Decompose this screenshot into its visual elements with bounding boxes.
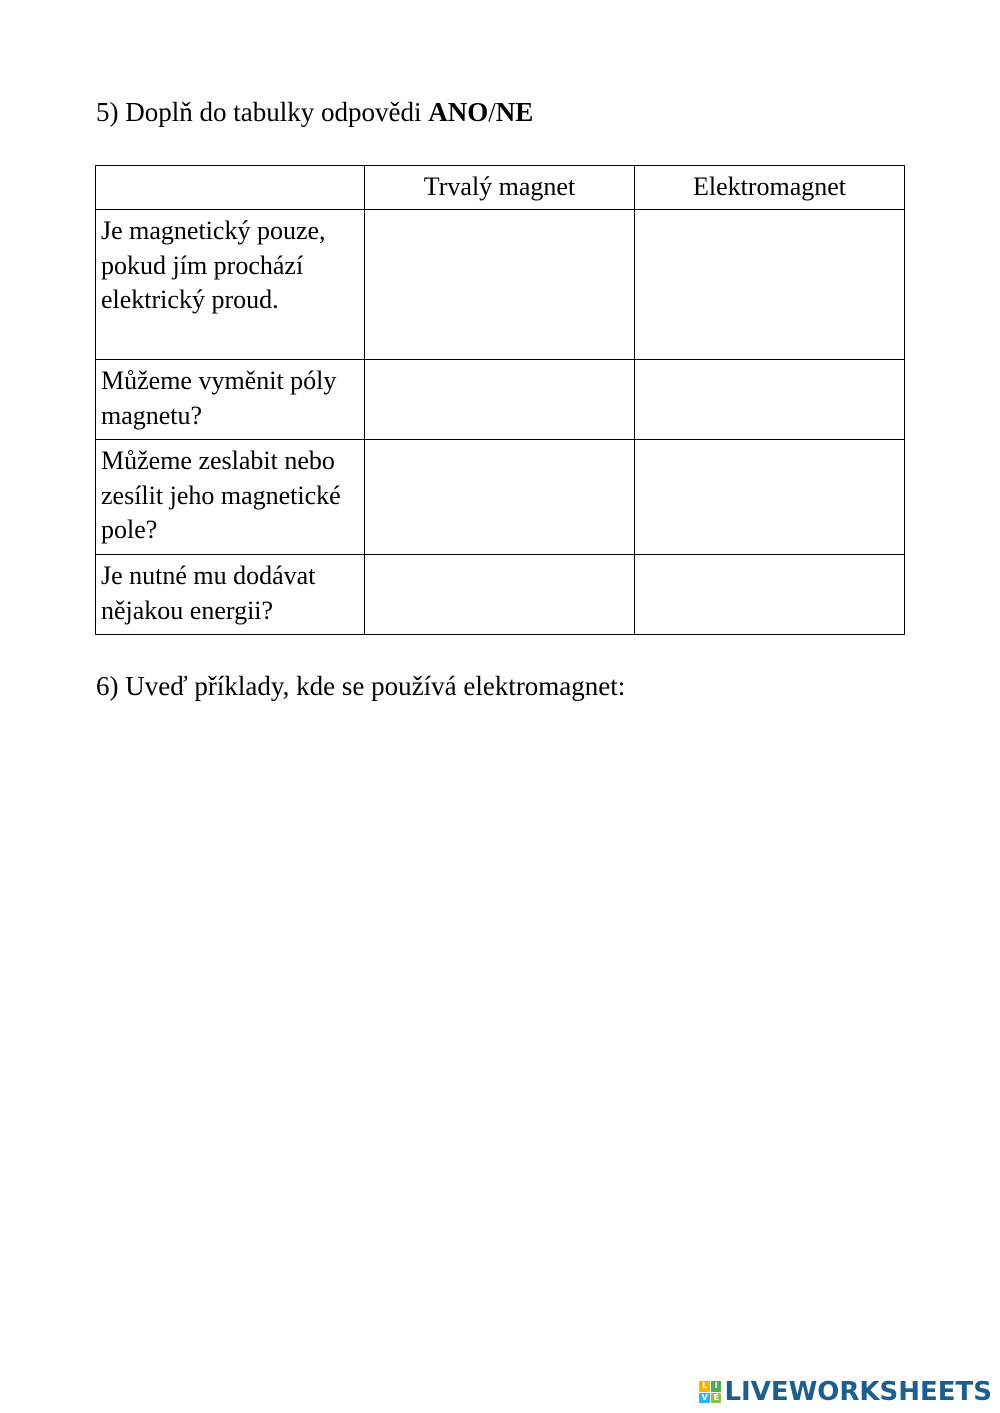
table-row	[96, 210, 905, 360]
table-header-row	[96, 166, 905, 210]
row-question: Je nutné mu dodávat nějakou energii?	[96, 555, 365, 635]
logo-letter: E	[711, 1393, 722, 1404]
answer-cell-electromagnet[interactable]	[635, 440, 905, 555]
liveworksheets-wordmark: LIVEWORKSHEETS	[724, 1377, 992, 1407]
logo-letter: L	[699, 1381, 710, 1392]
liveworksheets-logo-icon	[699, 1381, 721, 1403]
table-row	[96, 360, 905, 440]
question-5-prefix: 5) Doplň do tabulky odpovědi	[96, 97, 429, 127]
row-question: Můžeme zeslabit nebo zesílit jeho magnetické pole?	[96, 440, 365, 555]
answer-yes-label: ANO	[428, 97, 489, 127]
answer-no-label: NE	[495, 97, 534, 127]
question-5-heading	[96, 94, 533, 130]
question-6-heading: 6) Uveď příklady, kde se používá elektromagnet:	[96, 671, 626, 701]
answer-cell-electromagnet[interactable]	[635, 360, 905, 440]
table-row	[96, 440, 905, 555]
header-electromagnet: Elektromagnet	[635, 166, 905, 210]
row-question: Je magnetický pouze, pokud jím prochází elektrický proud.	[96, 210, 365, 360]
answer-cell-permanent[interactable]	[365, 210, 635, 360]
answer-cell-permanent[interactable]	[365, 555, 635, 635]
header-permanent-magnet: Trvalý magnet	[365, 166, 635, 210]
liveworksheets-branding	[699, 1378, 992, 1406]
answer-cell-permanent[interactable]	[365, 360, 635, 440]
header-empty-cell	[96, 166, 365, 210]
answer-cell-electromagnet[interactable]	[635, 210, 905, 360]
answers-table	[95, 165, 905, 635]
answer-cell-electromagnet[interactable]	[635, 555, 905, 635]
logo-letter: I	[711, 1381, 722, 1392]
slash-separator: /	[488, 97, 496, 127]
answer-cell-permanent[interactable]	[365, 440, 635, 555]
row-question: Můžeme vyměnit póly magnetu?	[96, 360, 365, 440]
logo-letter: V	[699, 1393, 710, 1404]
table-row	[96, 555, 905, 635]
